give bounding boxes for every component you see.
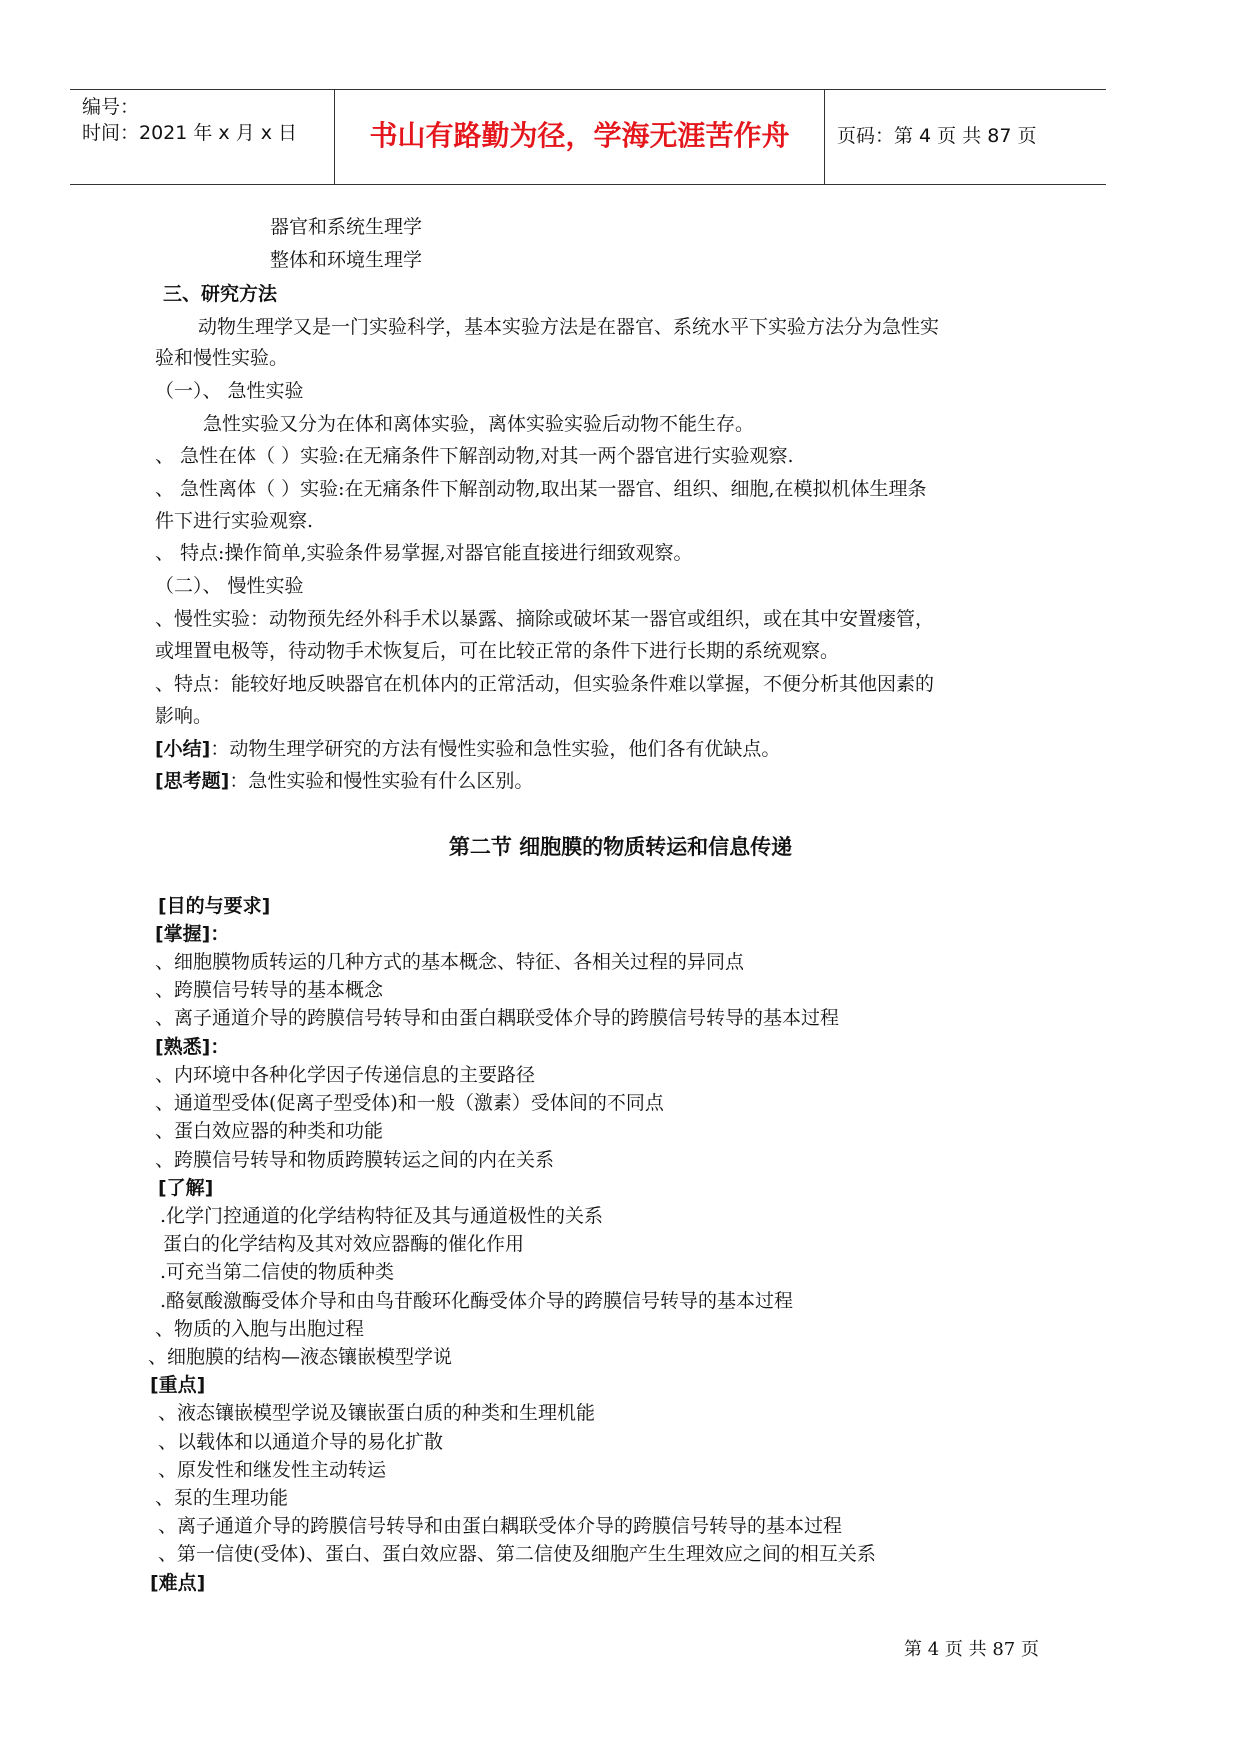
subheading-chronic: （二）、 慢性实验 — [155, 575, 304, 597]
list-item: 、第一信使(受体)、蛋白、蛋白效应器、第二信使及细胞产生生理效应之间的相互关系 — [158, 1543, 876, 1565]
page-footer-number: 第 4 页 共 87 页 — [904, 1639, 1039, 1660]
heading-master: [掌握]： — [155, 923, 230, 945]
text-line: 、 特点:操作简单,实验条件易掌握,对器官能直接进行细致观察。 — [155, 542, 693, 564]
page-header — [70, 89, 1106, 185]
list-item: 、以载体和以通道介导的易化扩散 — [158, 1431, 444, 1453]
text-line: 验和慢性实验。 — [155, 347, 289, 369]
header-page-info: 页码：第 4 页 共 87 页 — [837, 125, 1037, 147]
list-item: 蛋白的化学结构及其对效应器酶的催化作用 — [163, 1233, 525, 1255]
list-item: 、跨膜信号转导和物质跨膜转运之间的内在关系 — [155, 1149, 555, 1171]
heading-key-points: [重点] — [150, 1374, 206, 1396]
question-line — [155, 767, 533, 795]
heading-familiar: [熟悉]： — [155, 1036, 230, 1058]
text-line: 、 急性离体（ ）实验:在无痛条件下解剖动物,取出某一器官、组织、细胞,在模拟机体生理条 — [155, 478, 927, 500]
serial-number-label: 编号： — [82, 96, 140, 118]
text-line: 影响。 — [155, 705, 213, 727]
question-text: ：急性实验和慢性实验有什么区别。 — [229, 770, 534, 792]
heading-research-methods: 三、研究方法 — [163, 283, 278, 305]
list-item: 、离子通道介导的跨膜信号转导和由蛋白耦联受体介导的跨膜信号转导的基本过程 — [155, 1007, 840, 1029]
header-motto-cell — [335, 90, 825, 184]
list-item: .化学门控通道的化学结构特征及其与通道极性的关系 — [160, 1205, 604, 1227]
text-line: 急性实验又分为在体和离体实验，离体实验实验后动物不能生存。 — [203, 413, 755, 435]
list-item: 、内环境中各种化学因子传递信息的主要路径 — [155, 1064, 536, 1086]
time-label: 时间：2021 年 x 月 x 日 — [82, 122, 298, 144]
text-line: 件下进行实验观察. — [155, 510, 314, 532]
section-title: 第二节 细胞膜的物质转运和信息传递 — [448, 835, 793, 859]
header-page-cell — [825, 90, 1105, 184]
list-item: 、原发性和继发性主动转运 — [158, 1459, 387, 1481]
list-item: 、细胞膜物质转运的几种方式的基本概念、特征、各相关过程的异同点 — [155, 951, 745, 973]
list-item: 、通道型受体(促离子型受体)和一般（激素）受体间的不同点 — [155, 1092, 664, 1114]
list-item: 、液态镶嵌模型学说及镶嵌蛋白质的种类和生理机能 — [158, 1402, 596, 1424]
header-meta-cell — [70, 90, 335, 184]
text-line: 动物生理学又是一门实验科学，基本实验方法是在器官、系统水平下实验方法分为急性实 — [198, 316, 940, 338]
subheading-acute: （一）、 急性实验 — [155, 380, 304, 402]
heading-difficult-points: [难点] — [150, 1572, 206, 1594]
list-item: 、跨膜信号转导的基本概念 — [155, 979, 384, 1001]
list-item: .可充当第二信使的物质种类 — [160, 1261, 395, 1283]
text-line: 整体和环境生理学 — [270, 249, 423, 271]
summary-line — [155, 735, 780, 763]
heading-understand: [了解] — [158, 1177, 214, 1199]
list-item: 、蛋白效应器的种类和功能 — [155, 1120, 384, 1142]
text-line: 、慢性实验：动物预先经外科手术以暴露、摘除或破坏某一器官或组织，或在其中安置瘘管， — [155, 608, 935, 630]
heading-objectives: [目的与要求] — [158, 895, 271, 917]
header-motto: 书山有路勤为径，学海无涯苦作舟 — [369, 119, 790, 152]
list-item: .酪氨酸激酶受体介导和由鸟苷酸环化酶受体介导的跨膜信号转导的基本过程 — [160, 1290, 794, 1312]
list-item: 、离子通道介导的跨膜信号转导和由蛋白耦联受体介导的跨膜信号转导的基本过程 — [158, 1515, 843, 1537]
text-line: 、 急性在体（ ）实验:在无痛条件下解剖动物,对其一两个器官进行实验观察. — [155, 445, 794, 467]
summary-text: ：动物生理学研究的方法有慢性实验和急性实验，他们各有优缺点。 — [210, 738, 781, 760]
list-item: 、泵的生理功能 — [155, 1487, 289, 1509]
summary-label: [小结] — [155, 738, 211, 760]
list-item: 、物质的入胞与出胞过程 — [155, 1318, 365, 1340]
text-line: 器官和系统生理学 — [270, 216, 423, 238]
text-line: 或埋置电极等，待动物手术恢复后，可在比较正常的条件下进行长期的系统观察。 — [155, 640, 840, 662]
list-item: 、细胞膜的结构—液态镶嵌模型学说 — [148, 1346, 453, 1368]
question-label: [思考题] — [155, 770, 230, 792]
text-line: 、特点：能较好地反映器官在机体内的正常活动，但实验条件难以掌握，不便分析其他因素的 — [155, 673, 935, 695]
